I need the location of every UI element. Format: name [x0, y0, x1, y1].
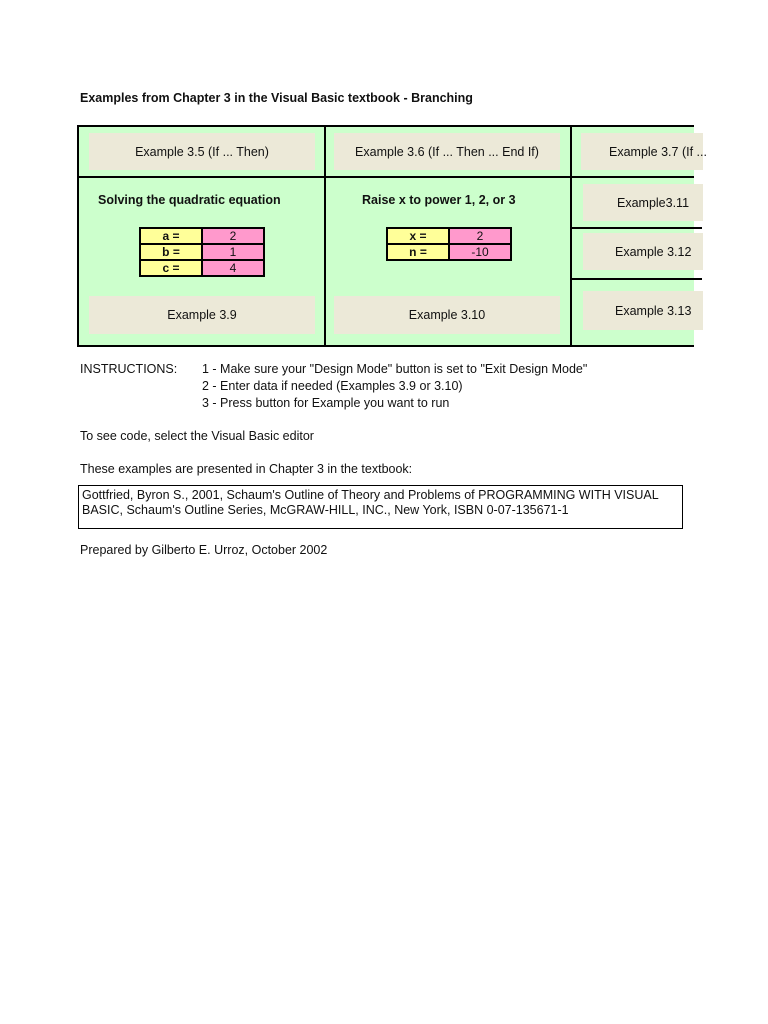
divider-horizontal-right-1: [572, 227, 702, 229]
prepared-by: Prepared by Gilberto E. Urroz, October 2002: [80, 543, 328, 557]
input-value-b[interactable]: 1: [202, 244, 264, 260]
instruction-step-3: 3 - Press button for Example you want to run: [202, 396, 450, 410]
divider-horizontal-right-2: [572, 278, 702, 280]
input-value-c[interactable]: 4: [202, 260, 264, 276]
example-3-10-button[interactable]: Example 3.10: [334, 296, 560, 334]
input-value-n[interactable]: -10: [449, 244, 511, 260]
reference-line-2: BASIC, Schaum's Outline Series, McGRAW-HILL, INC., New York, ISBN 0-07-135671-1: [82, 503, 569, 517]
table-row: [140, 228, 264, 244]
examples-panel: [77, 125, 707, 347]
input-label-n: n =: [387, 244, 449, 260]
table-row: [387, 244, 511, 260]
reference-line-1: Gottfried, Byron S., 2001, Schaum's Outline of Theory and Problems of PROGRAMMING WITH VISUAL: [82, 488, 659, 502]
example-3-11-button[interactable]: Example3.11: [583, 184, 703, 221]
divider-vertical-2: [570, 127, 572, 345]
example-3-7-button[interactable]: Example 3.7 (If ...: [581, 133, 703, 170]
example-3-12-button[interactable]: Example 3.12: [583, 233, 703, 270]
example-3-9-button[interactable]: Example 3.9: [89, 296, 315, 334]
example-3-6-button[interactable]: Example 3.6 (If ... Then ... End If): [334, 133, 560, 170]
quadratic-heading: Solving the quadratic equation: [98, 193, 281, 207]
divider-horizontal: [79, 176, 694, 178]
divider-vertical-1: [324, 127, 326, 345]
table-row: [387, 228, 511, 244]
instructions-label: INSTRUCTIONS:: [80, 362, 178, 376]
page-title: Examples from Chapter 3 in the Visual Basic textbook - Branching: [80, 91, 473, 105]
input-label-b: b =: [140, 244, 202, 260]
example-3-5-button[interactable]: Example 3.5 (If ... Then): [89, 133, 315, 170]
presented-note: These examples are presented in Chapter 3 in the textbook:: [80, 462, 413, 476]
input-value-x[interactable]: 2: [449, 228, 511, 244]
input-label-x: x =: [387, 228, 449, 244]
power-heading: Raise x to power 1, 2, or 3: [362, 193, 516, 207]
quadratic-input-table: [139, 227, 265, 277]
input-label-c: c =: [140, 260, 202, 276]
reference-box: [78, 485, 683, 529]
code-note: To see code, select the Visual Basic editor: [80, 429, 314, 443]
power-input-table: [386, 227, 512, 261]
input-label-a: a =: [140, 228, 202, 244]
example-3-13-button[interactable]: Example 3.13: [583, 291, 703, 330]
input-value-a[interactable]: 2: [202, 228, 264, 244]
table-row: [140, 244, 264, 260]
instruction-step-1: 1 - Make sure your "Design Mode" button is set to "Exit Design Mode": [202, 362, 588, 376]
instruction-step-2: 2 - Enter data if needed (Examples 3.9 or 3.10): [202, 379, 463, 393]
table-row: [140, 260, 264, 276]
